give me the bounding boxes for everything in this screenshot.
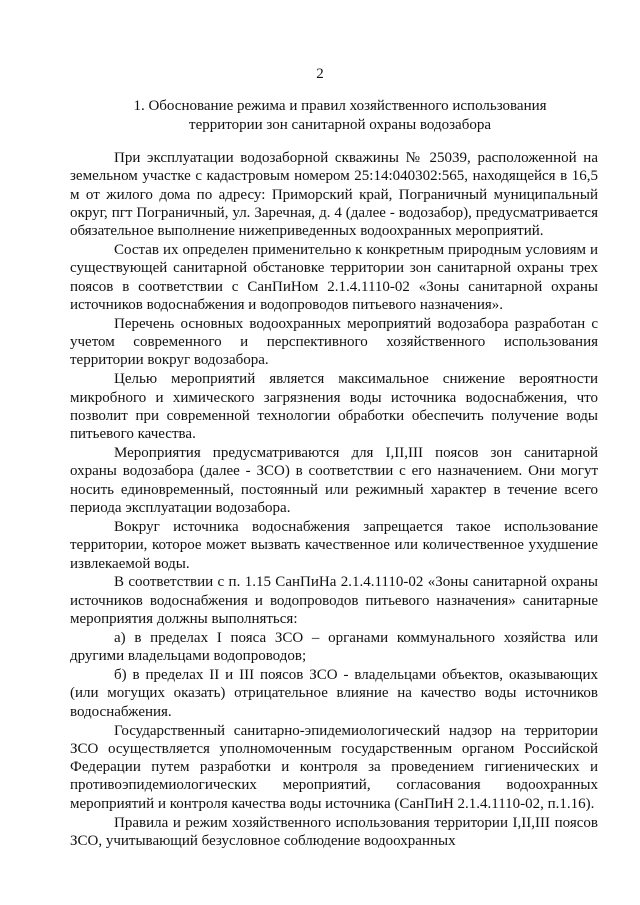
paragraph-well-operation: При эксплуатации водозаборной скважины № 25039, расположенной на земельном участке с кадастровым номером 25:14:040302:565, находящейся в 16,5 м от жилого дома по адресу: Приморский край, Пограничный муниципальный округ, пгт Пограничный, ул. Заречная, д. 4 (далее - водозабор), предусматривается обязательное выполнение нижеприведенных водоохранных мероприятий. — [70, 150, 598, 240]
section-heading-line-2: территории зон санитарной охраны водозабора — [189, 116, 491, 133]
page-number: 2 — [316, 66, 324, 82]
paragraph-supervision: Государственный санитарно-эпидемиологический надзор на территории ЗСО осуществляется уполномоченным государственным органом Российской Федерации путем разработки и контроля за проведением гигиенических и противоэпидемиологических мероприятий, согласования водоохранных мероприятий и контроля качества воды источника (СанПиН 2.1.4.1110-02, п.1.16). — [70, 722, 598, 812]
paragraph-item-a: а) в пределах I пояса ЗСО – органами коммунального хозяйства или другими владельцами водопроводов; — [70, 629, 598, 665]
paragraph-item-b: б) в пределах II и III поясов ЗСО - владельцами объектов, оказывающих (или могущих оказать) отрицательное влияние на качество воды источников водоснабжения. — [70, 667, 598, 720]
section-heading — [70, 97, 610, 134]
paragraph-prohibition: Вокруг источника водоснабжения запрещается такое использование территории, которое может вызвать качественное или количественное ухудшение извлекаемой воды. — [70, 518, 598, 572]
paragraph-sanpin-reference: В соответствии с п. 1.15 СанПиНа 2.1.4.1110-02 «Зоны санитарной охраны источников водоснабжения и водопроводов питьевого назначения» санитарные мероприятия должны выполняться: — [70, 574, 598, 627]
paragraph-measures-list: Перечень основных водоохранных мероприятий водозабора разработан с учетом современного и перспективного хозяйственного использования территории вокруг водозабора. — [70, 315, 598, 369]
paragraph-rules-regime: Правила и режим хозяйственного использования территории I,II,III поясов ЗСО, учитывающий безусловное соблюдение водоохранных — [70, 814, 598, 849]
section-heading-line-1: 1. Обоснование режима и правил хозяйственного использования — [133, 98, 547, 114]
paragraph-measures-zones: Мероприятия предусматриваются для I,II,III поясов зон санитарной охраны водозабора (далее - ЗСО) в соответствии с его назначением. Они могут носить единовременный, постоянный или режимный характер в течение всего периода эксплуатации водозабора. — [70, 445, 598, 517]
paragraph-purpose: Целью мероприятий является максимальное снижение вероятности микробного и химического загрязнения воды источника водоснабжения, что позволит при современной технологии обработки обеспечить получение воды питьевого качества. — [70, 371, 598, 443]
paragraph-composition: Состав их определен применительно к конкретным природным условиям и существующей санитарной обстановке территории зон санитарной охраны трех поясов в соответствии с СанПиНом 2.1.4.1110-02 «Зоны санитарной охраны источников водоснабжения и водопроводов питьевого назначения». — [70, 242, 598, 313]
body-text — [70, 149, 598, 851]
